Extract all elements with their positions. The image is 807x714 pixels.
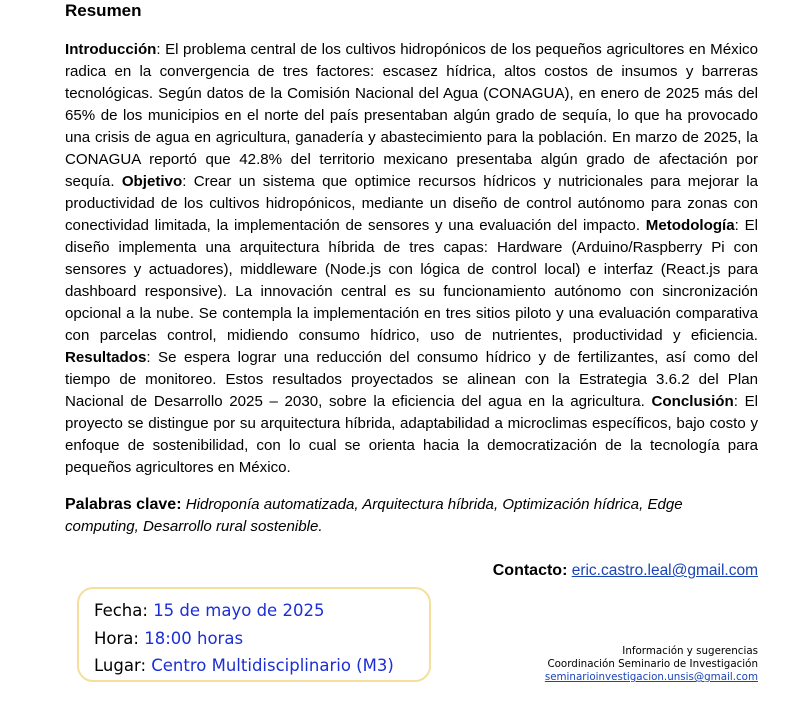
objective-text: : Crear un sistema que optimice recursos hídricos y nutricionales para mejorar la productividad de los cultivos hidropónicos, mediante un diseño de control autónomo para zonas con conectividad limitada, la implementación de sensores y una evaluación del impacto. (65, 173, 758, 234)
keywords-label: Palabras clave: (65, 496, 182, 513)
contact-line (493, 562, 758, 580)
footer-line-coordination: Coordinación Seminario de Investigación (547, 658, 758, 670)
event-time-value: 18:00 horas (144, 628, 244, 648)
method-label: Metodología (645, 217, 735, 234)
keywords-text: Hidroponía automatizada, Arquitectura híbrida, Optimización hídrica, Edge computing, Desarrollo rural sostenible. (65, 496, 683, 535)
event-place-row (94, 652, 429, 680)
event-info-box (77, 587, 431, 682)
event-time-label: Hora: (94, 628, 145, 648)
method-text: : El diseño implementa una arquitectura híbrida de tres capas: Hardware (Arduino/Raspberry Pi con sensores y actuadores), middleware (Node.js con lógica de control local) e interfaz (React.js para dashboard responsive). La innovación central es su funcionamiento autónomo con sincronización opcional a la nube. Se contempla la implementación en tres sitios piloto y una evaluación comparativa con parcelas control, midiendo consumo hídrico, uso de nutrientes, productividad y eficiencia. (65, 217, 758, 344)
keywords-paragraph (65, 494, 758, 538)
results-label: Resultados (65, 349, 147, 366)
event-date-value: 15 de mayo de 2025 (153, 601, 325, 620)
abstract-paragraph (65, 39, 758, 479)
event-date-row (94, 597, 429, 625)
objective-label: Objetivo (121, 173, 183, 190)
footer-email-link[interactable]: seminarioinvestigacion.unsis@gmail.com (544, 671, 758, 683)
conclusion-label: Conclusión (651, 393, 734, 410)
intro-text: : El problema central de los cultivos hidropónicos de los pequeños agricultores en México radica en la convergencia de tres factores: escasez hídrica, altos costos de insumos y barreras tecnológicas. Según datos de la Comisión Nacional del Agua (CONAGUA), en enero de 2025 más del 65% de los municipios en el norte del país presentaban algún grado de sequía, lo que ha provocado una crisis de agua en agricultura, ganadería y abastecimiento para la población. En marzo de 2025, la CONAGUA reportó que 42.8% del territorio mexicano presentaba algún grado de afectación por sequía. (65, 41, 758, 190)
footer-info (545, 645, 758, 684)
results-text: : Se espera lograr una reducción del consumo hídrico y de fertilizantes, así como del tiempo de monitoreo. Estos resultados proyectados se alinean con la Estrategia 3.6.2 del Plan Nacional de Desarrollo 2025 – 2030, sobre la eficiencia del agua en la agricultura. (65, 349, 758, 410)
event-place-label: Lugar: (94, 656, 152, 675)
event-place-value: Centro Multidisciplinario (M3) (151, 656, 394, 675)
conclusion-text: : El proyecto se distingue por su arquitectura híbrida, adaptabilidad a microclimas específicos, bajo costo y enfoque de sostenibilidad, con lo cual se orienta hacia la democratización de la tecnología para pequeños agricultores en México. (65, 393, 758, 476)
contact-email-link[interactable]: eric.castro.leal@gmail.com (571, 562, 758, 579)
intro-label: Introducción (65, 41, 157, 58)
event-time-row (94, 625, 429, 653)
event-date-label: Fecha: (94, 601, 154, 620)
section-heading: Resumen (65, 1, 142, 20)
footer-line-info: Información y sugerencias (622, 645, 758, 657)
contact-label: Contacto: (492, 562, 568, 579)
